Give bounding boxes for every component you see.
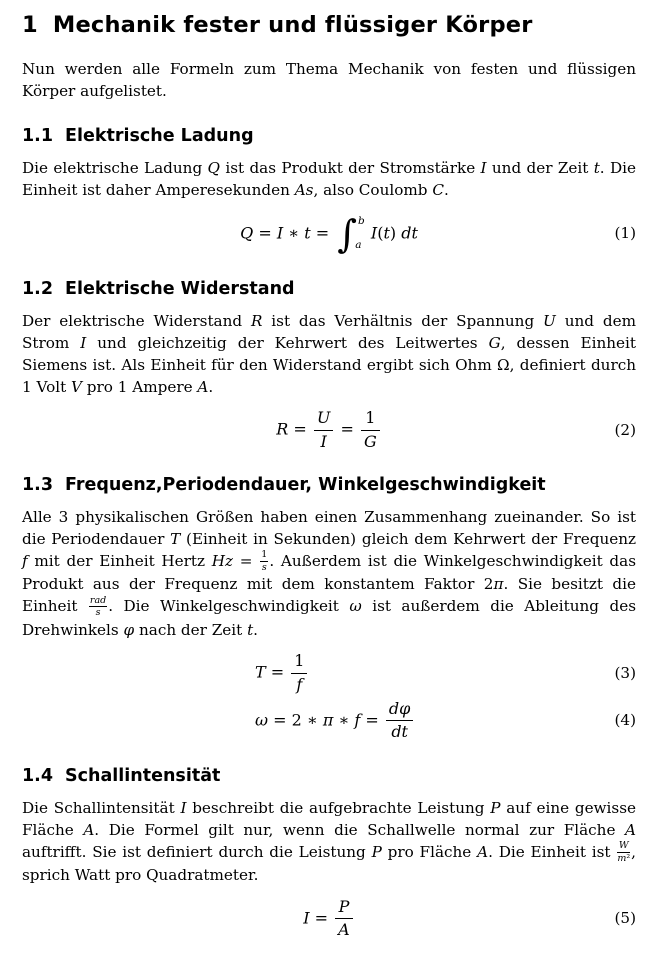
fraction-numerator: [335, 898, 353, 919]
equation-number: (5): [614, 909, 636, 928]
section-heading: [22, 126, 636, 146]
fraction-numerator: [89, 596, 107, 607]
math-var: t: [304, 223, 311, 242]
title-text: Mechanik fester und flüssiger Körper: [52, 12, 533, 38]
math-var: A: [625, 820, 636, 839]
math-var: π: [322, 710, 334, 730]
fraction-denominator: [335, 919, 353, 939]
fraction: [314, 409, 333, 451]
math-var: A: [477, 842, 489, 861]
section-paragraph: Alle 3 physikalischen Größen haben einen Zusammenhang zueinander. So ist die Periodendauer T (Einheit in Sekunden) gleich dem Kehrwert der Frequenz f mit der Einheit Hertz Hz = $\frac{1}{s}$ . Außerdem ist die Winkelgeschwindigkeit das Produkt aus der Frequenz mit dem konstantem Faktor 2π. Sie besitzt die Einheit $\frac{\text{rad}}{s}$ . Die Winkelgeschwindigkeit ω ist außerdem die Ableitung des Drehwinkels φ nach der Zeit t.: [22, 507, 637, 639]
equation-formula: T = $\frac{1}{f}$: [255, 652, 309, 694]
math-var: dφ: [388, 698, 411, 718]
math-var: dt: [391, 722, 408, 742]
section-heading: [22, 279, 636, 299]
math-var: I: [480, 159, 487, 177]
equation-3: [22, 652, 636, 694]
math-var: f: [354, 710, 361, 730]
math-var: m: [617, 852, 627, 864]
equation-formula: R = $\frac{U}{I}$ = $\frac{1}{G}$: [276, 409, 381, 451]
math-var: G: [363, 431, 377, 451]
fraction-numerator: [386, 700, 413, 721]
fraction-denominator: [361, 431, 380, 451]
fraction: [89, 596, 107, 619]
equation-2: [22, 409, 636, 451]
math-var: I: [370, 223, 378, 242]
fraction: [260, 550, 268, 573]
equation-formula: I = $\frac{P}{A}$: [303, 898, 354, 940]
math-var: I: [180, 798, 187, 817]
fraction-numerator: [314, 409, 333, 430]
fraction-denominator: [260, 562, 268, 573]
fraction: [386, 700, 413, 742]
math-var: f: [22, 551, 28, 570]
equation-formula: Q = I ∗ t = ∫ b a I(t) dt: [240, 211, 418, 256]
fraction-numerator: 1: [291, 652, 307, 673]
section-heading-text: Elektrische Ladung: [65, 126, 254, 146]
section-paragraph: Die Schallintensität I beschreibt die aufgebrachte Leistung P auf eine gewisse Fläche A. Die Formel gilt nur, wenn die Schallwelle normal zur Fläche A auftrifft. Sie ist definiert durch die Leistung P pro Fläche A. Die Einheit ist $\frac{W}{\text{m²}}$ , sprich Watt pro Quadratmeter.: [22, 798, 636, 884]
section-heading: [22, 766, 636, 786]
math-var: I: [276, 223, 284, 242]
equation-number: (1): [614, 224, 636, 243]
math-var: Q: [240, 223, 254, 242]
equation-number: (2): [614, 420, 636, 439]
fraction-denominator: m²: [617, 852, 631, 864]
fraction: [335, 898, 353, 940]
math-var: t: [593, 159, 600, 177]
section-number: 1.1: [22, 126, 54, 146]
equation-4: [22, 699, 636, 741]
math-var: ω: [349, 597, 362, 616]
equation-5: [22, 897, 636, 939]
math-var: I: [303, 907, 310, 927]
fraction-denominator: [291, 674, 307, 694]
section-heading-text: Elektrische Widerstand: [65, 278, 295, 299]
math-var: G: [488, 333, 501, 352]
equation-number: (4): [614, 711, 636, 730]
math-var: dt: [401, 223, 418, 242]
section-elektrische-ladung: [22, 126, 636, 255]
math-var: R: [276, 419, 289, 439]
section-heading: [22, 475, 636, 495]
math-var: P: [338, 896, 350, 916]
title-number: 1: [22, 12, 38, 38]
math-var: φ: [123, 620, 135, 639]
math-var: W: [618, 840, 629, 852]
math-var: P: [490, 798, 501, 817]
math-var: V: [71, 377, 82, 396]
fraction-denominator: [314, 431, 333, 451]
section-number: 1.3: [22, 474, 54, 495]
fraction: [291, 652, 307, 694]
math-var: a: [355, 239, 362, 251]
section-paragraph: Die elektrische Ladung Q ist das Produkt der Stromstärke I und der Zeit t. Die Einheit ist daher Amperesekunden As, also Coulomb C.: [22, 159, 636, 199]
math-var: U: [543, 311, 556, 330]
fraction-numerator: 1: [361, 409, 380, 430]
math-var: I: [80, 333, 87, 352]
math-var: π: [493, 575, 504, 594]
math-var: b: [358, 214, 365, 227]
math-var: t: [383, 223, 390, 242]
math-var: ω: [255, 710, 269, 730]
section-heading-text: Schallintensität: [65, 765, 221, 786]
math-var: T: [170, 529, 181, 548]
section-elektrische-widerstand: [22, 279, 636, 451]
math-var: T: [255, 662, 266, 682]
section-frequenz-periodendauer-winkelgeschwindigkeit: [22, 475, 636, 742]
fraction: [617, 841, 630, 864]
integral-sign: [337, 213, 365, 255]
integral-lower-limit: [352, 240, 365, 251]
math-var: A: [338, 919, 350, 939]
fraction: [361, 409, 380, 451]
math-var: R: [251, 311, 263, 330]
section-heading-text: Frequenz,Periodendauer, Winkelgeschwindigkeit: [65, 474, 546, 495]
page-title: [22, 12, 636, 38]
equation-formula: ω = 2 ∗ π ∗ f = $\frac{d\varphi}{dt}$: [255, 700, 415, 742]
math-var: t: [247, 620, 254, 639]
math-var: A: [197, 377, 209, 396]
math-var: P: [371, 842, 382, 861]
fraction-numerator: [617, 841, 630, 852]
section-paragraph: Der elektrische Widerstand R ist das Verhältnis der Spannung U und dem Strom I und gleichzeitig der Kehrwert des Leitwertes G, dessen Einheit Siemens ist. Als Einheit für den Widerstand ergibt sich Ohm Ω, definiert durch 1 Volt V pro 1 Ampere A.: [22, 311, 637, 396]
section-number: 1.2: [22, 278, 54, 299]
fraction-denominator: [89, 607, 107, 618]
math-var: f: [296, 674, 303, 694]
math-var: A: [83, 820, 95, 839]
fraction-denominator: [386, 721, 413, 741]
math-var: I: [320, 431, 327, 451]
intro-paragraph: Nun werden alle Formeln zum Thema Mechanik von festen und flüssigen Körper aufgelistet.: [22, 60, 636, 100]
equation-1: [22, 212, 636, 255]
math-var: U: [316, 408, 331, 428]
integral-symbol: ∫: [337, 211, 358, 256]
math-var: rad: [89, 594, 107, 606]
integral-limits: [357, 214, 365, 254]
section-schallintensitaet: [22, 766, 636, 940]
integral-upper-limit: [358, 216, 365, 227]
equation-number: (3): [614, 663, 636, 682]
math-var: Hz: [211, 551, 234, 570]
fraction-numerator: 1: [261, 549, 268, 561]
section-number: 1.4: [22, 765, 54, 786]
math-var: Q: [207, 159, 220, 177]
math-var: As: [294, 181, 314, 199]
math-var: s: [261, 561, 267, 573]
math-var: s: [95, 607, 101, 619]
math-var: C: [432, 181, 444, 199]
